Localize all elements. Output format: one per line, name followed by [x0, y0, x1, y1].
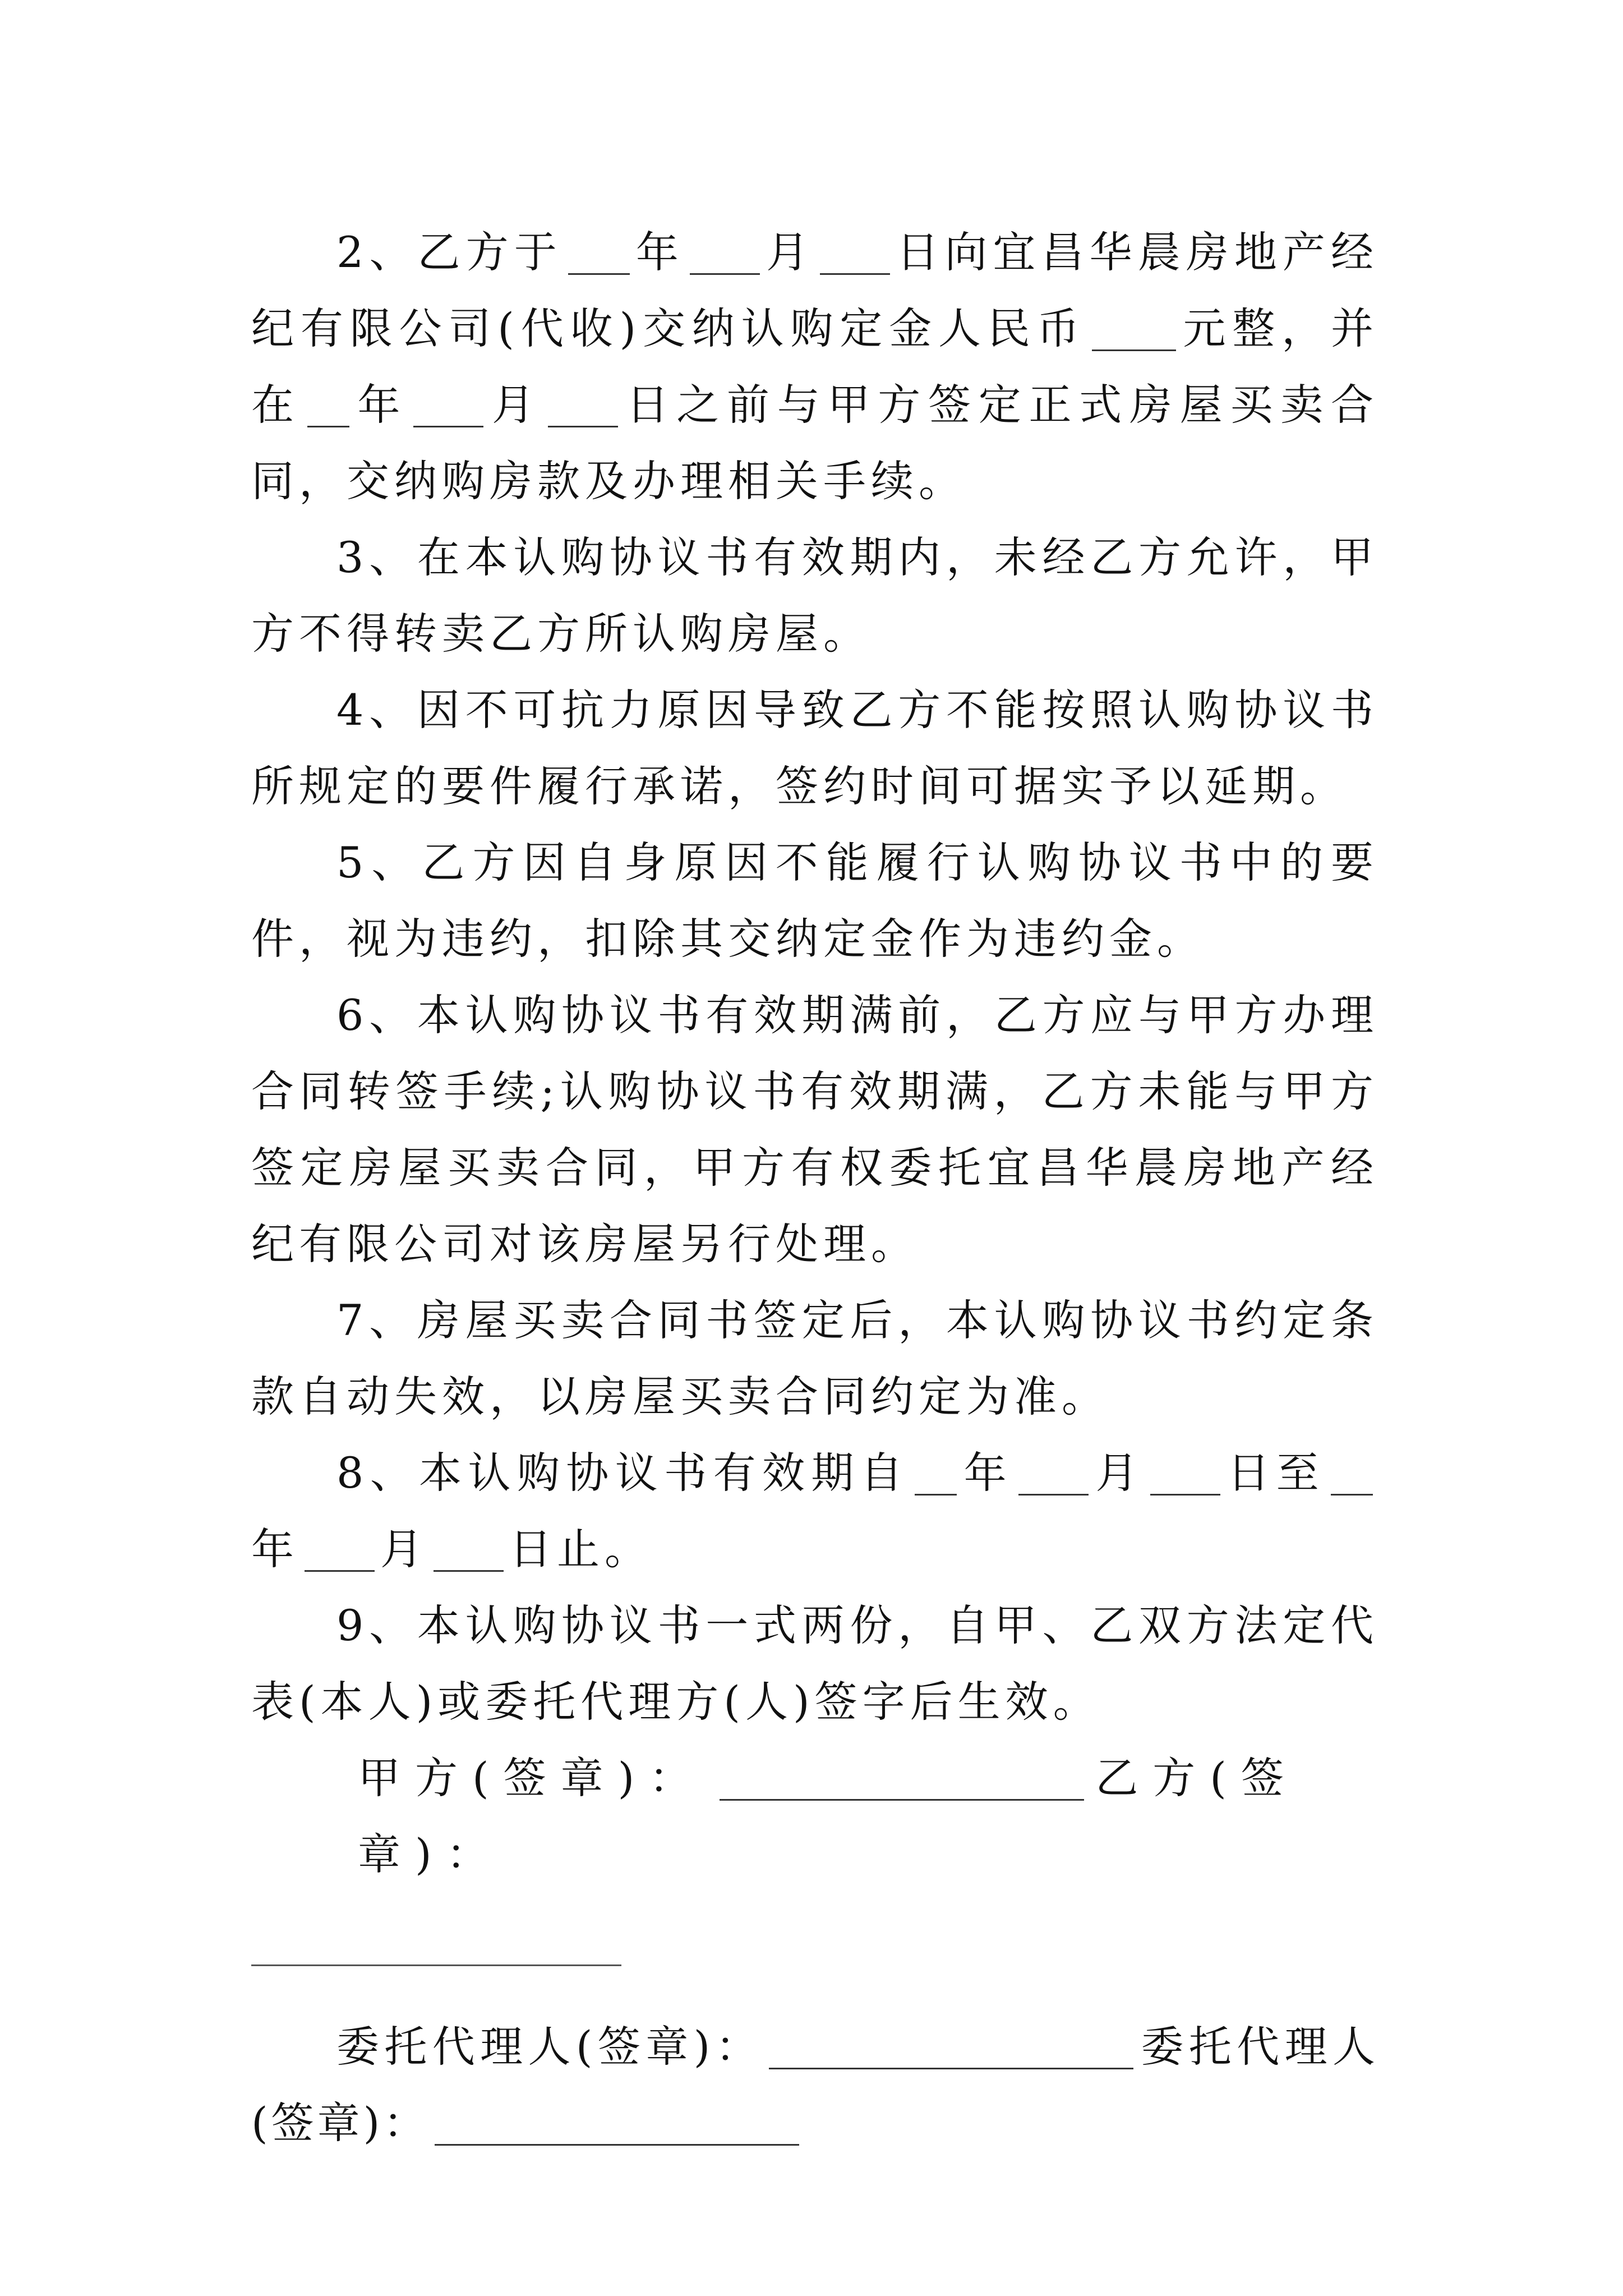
blank-deposit-day[interactable]: [820, 229, 890, 275]
blank-deposit-month[interactable]: [690, 229, 760, 275]
blank-deposit-year[interactable]: [568, 229, 630, 275]
clause-9: 9、本认购协议书一式两份，自甲、乙双方法定代表(本人)或委托代理方(人)签字后生效。: [251, 1600, 1378, 1727]
clause-8-text-2: 年: [962, 1448, 1013, 1498]
clause-8: [251, 1435, 1378, 1588]
blank-validity-start-day[interactable]: [1150, 1450, 1220, 1496]
blank-validity-end-day[interactable]: [434, 1526, 504, 1572]
clause-7: 7、房屋买卖合同书签定后，本认购协议书约定条款自动失效，以房屋买卖合同约定为准。: [251, 1295, 1378, 1421]
clause-8-text-3: 月: [1094, 1448, 1145, 1498]
blank-contract-year[interactable]: [307, 382, 349, 427]
clause-8-text-7: 日止。: [509, 1524, 652, 1574]
clause-8-text-5: 年: [251, 1524, 299, 1574]
agent-a-signature-line[interactable]: [769, 2024, 1133, 2069]
party-a-signature-label: 甲方(签章)：: [358, 1753, 707, 1803]
clause-2-text-3: 月: [765, 227, 815, 277]
blank-contract-day[interactable]: [548, 382, 618, 427]
blank-validity-start-year[interactable]: [915, 1450, 957, 1496]
agent-signature-row: [251, 2009, 1378, 2161]
clause-2-text-1: 2、乙方于: [336, 227, 562, 277]
clause-2: [251, 214, 1378, 519]
clause-4: 4、因不可抗力原因导致乙方不能按照认购协议书所规定的要件履行承诺，签约时间可据实予以延期。: [251, 685, 1378, 811]
party-b-signature-label: 乙方(签章)：: [358, 1753, 1298, 1879]
party-b-signature-line[interactable]: [251, 1964, 621, 1966]
blank-validity-end-year[interactable]: [1331, 1450, 1373, 1496]
agent-a-signature-label: 委托代理人(签章)：: [336, 2022, 764, 2072]
clause-2-text-5: 元整，并在: [251, 303, 1378, 430]
clause-6: 6、本认购协议书有效期满前，乙方应与甲方办理合同转签手续;认购协议书有效期满，乙方未能与甲方签定房屋买卖合同，甲方有权委托宜昌华晨房地产经纪有限公司对该房屋另行处理。: [251, 990, 1378, 1269]
signature-row: [251, 1740, 1378, 1893]
clause-8-text-1: 8、本认购协议书有效期自: [336, 1448, 910, 1498]
clause-2-text-4: 日向宜昌华晨房地产经纪有限公司(代收)交纳认购定金人民币: [251, 227, 1379, 353]
party-a-signature-line[interactable]: [720, 1755, 1084, 1801]
agent-b-signature-label: 委托代理人(签章)：: [251, 2022, 1378, 2148]
blank-validity-start-month[interactable]: [1018, 1450, 1089, 1496]
blank-validity-end-month[interactable]: [305, 1526, 375, 1572]
clause-2-text-2: 年: [635, 227, 684, 277]
blank-deposit-amount[interactable]: [1092, 306, 1176, 351]
clause-2-text-7: 月: [489, 380, 542, 430]
contract-body: [251, 214, 1378, 2161]
clause-8-text-6: 月: [380, 1524, 428, 1574]
clause-5: 5、乙方因自身原因不能履行认购协议书中的要件，视为违约，扣除其交纳定金作为违约金。: [251, 838, 1378, 964]
clause-8-text-4: 日至: [1225, 1448, 1326, 1498]
clause-3: 3、在本认购协议书有效期内，未经乙方允许，甲方不得转卖乙方所认购房屋。: [251, 532, 1378, 659]
blank-contract-month[interactable]: [413, 382, 483, 427]
clause-2-text-8: 日之前与甲方签定正式房屋买卖合同，交纳购房款及办理相关手续。: [251, 380, 1378, 506]
clause-2-text-6: 年: [354, 380, 408, 430]
agent-b-signature-line[interactable]: [435, 2100, 799, 2146]
